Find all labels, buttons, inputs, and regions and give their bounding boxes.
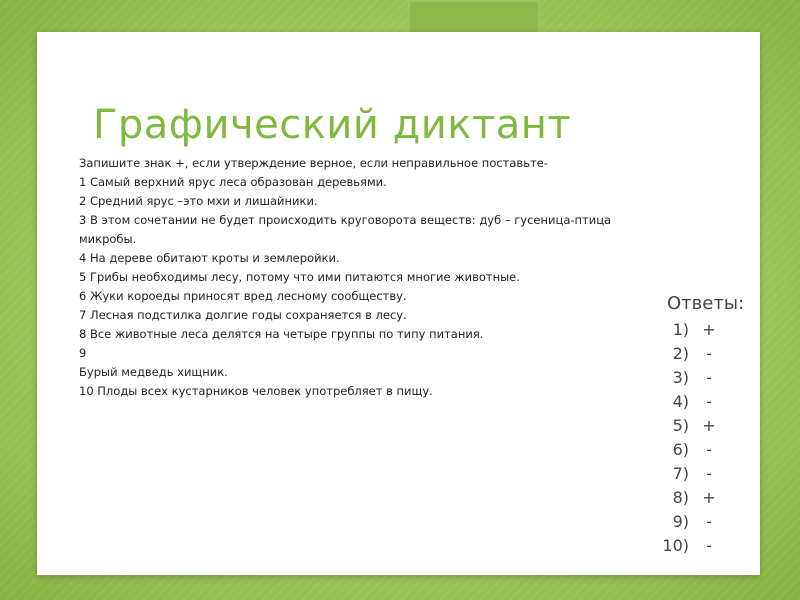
answer-item [627,318,757,342]
statement-line: 6 Жуки короеды приносят вред лесному сообществу. [79,289,407,303]
answer-item [627,534,757,558]
statement-line: 8 Все животные леса делятся на четыре группы по типу питания. [79,327,484,341]
answer-number: 3) [672,368,689,387]
answer-item [627,438,757,462]
answer-item [627,414,757,438]
answer-number: 7) [672,464,689,483]
statement-line: 3 В этом сочетании не будет происходить круговорота веществ: дуб – гусеница-птица [79,213,612,227]
instruction-line: Запишите знак +, если утверждение верное, если неправильное поставьте- [79,156,548,170]
slide-title: Графический диктант [93,102,572,148]
answer-mark: - [706,536,712,555]
statement-line: 5 Грибы необходимы лесу, потому что ими питаются многие животные. [79,270,520,284]
answer-mark: - [706,392,712,411]
answer-item [627,342,757,366]
answer-item [627,486,757,510]
answer-number: 2) [672,344,689,363]
statement-line: 2 Средний ярус –это мхи и лишайники. [79,194,318,208]
answer-item [627,366,757,390]
statement-line: 10 Плоды всех кустарников человек употребляет в пищу. [79,384,433,398]
answer-number: 9) [672,512,689,531]
answer-mark: - [706,512,712,531]
statement-line: 4 На дереве обитают кроты и землеройки. [79,251,340,265]
answer-mark: - [706,368,712,387]
answer-mark: + [702,416,716,435]
statement-line: Бурый медведь хищник. [79,365,228,379]
statement-line: микробы. [79,232,137,246]
answer-number: 10) [662,536,689,555]
answer-item [627,510,757,534]
answer-number: 1) [672,320,689,339]
answer-mark: + [702,488,716,507]
answer-item [627,390,757,414]
answer-item [627,462,757,486]
statement-line: 9 [79,346,87,360]
answer-number: 5) [672,416,689,435]
statement-line: 7 Лесная подстилка долгие годы сохраняется в лесу. [79,308,407,322]
answer-mark: - [706,464,712,483]
answer-number: 4) [672,392,689,411]
answer-mark: - [706,344,712,363]
answers-title: Ответы: [667,293,745,314]
answer-number: 8) [672,488,689,507]
dictation-text [79,154,669,401]
answer-number: 6) [672,440,689,459]
answer-mark: + [702,320,716,339]
answer-mark: - [706,440,712,459]
statement-line: 1 Самый верхний ярус леса образован деревьями. [79,175,387,189]
slide-panel [37,32,760,575]
answers-list [627,290,757,558]
